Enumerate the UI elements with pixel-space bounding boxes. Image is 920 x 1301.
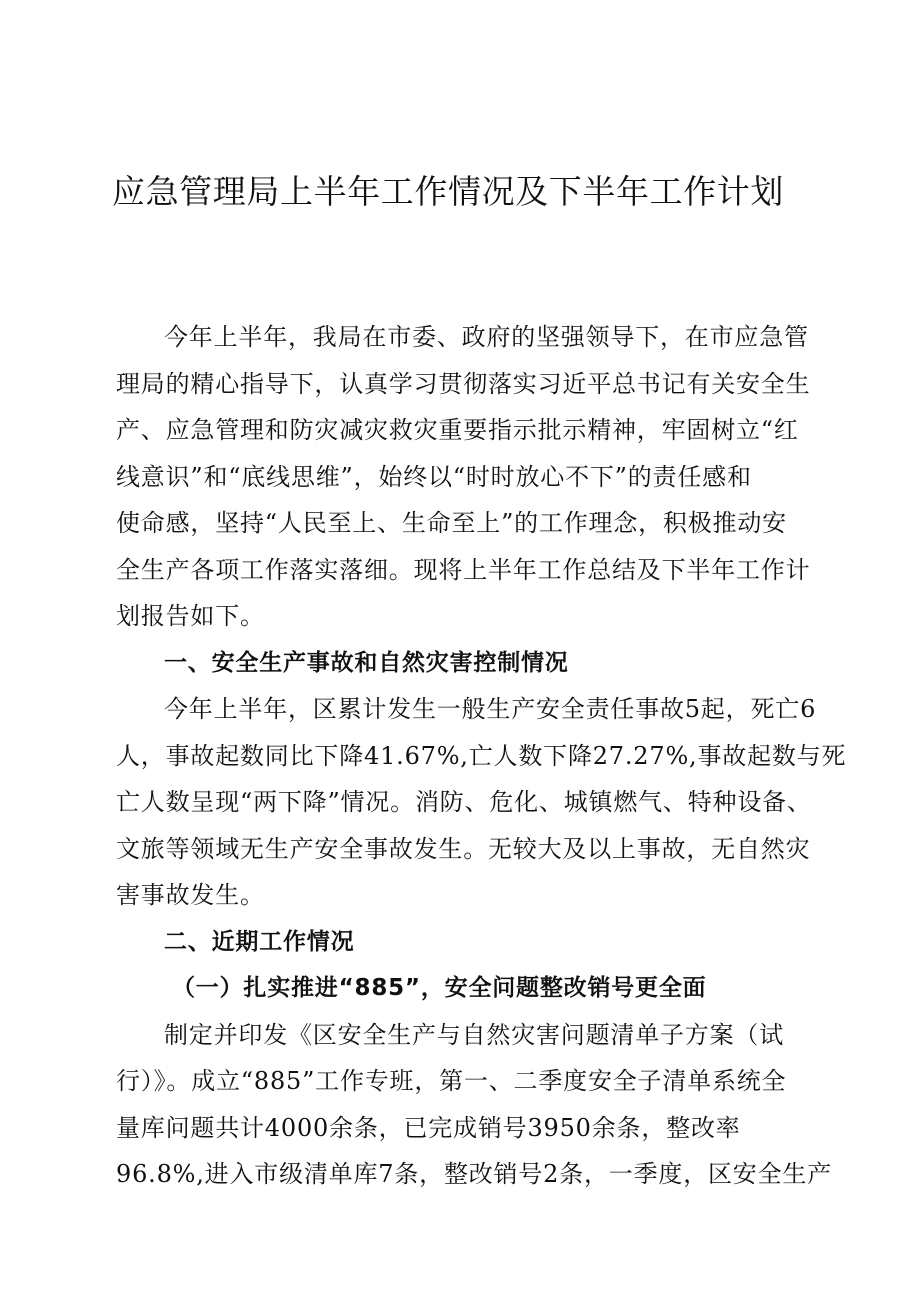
intro-line: 使命感，坚持“人民至上、生命至上”的工作理念，积极推动安 — [116, 509, 787, 537]
subsection-line: 制定并印发《区安全生产与自然灾害问题清单子方案（试 — [164, 1020, 784, 1049]
subsection-heading: （一）扎实推进“885”，安全问题整改销号更全面 — [172, 975, 707, 1001]
intro-line: 产、应急管理和防灾减灾救灾重要指示批示精神，牢固树立“红 — [116, 416, 799, 444]
subsection-line: 量库问题共计4000余条，已完成销号3950余条，整改率 — [116, 1113, 741, 1142]
section-line: 文旅等领域无生产安全事故发生。无较大及以上事故，无自然灾 — [116, 834, 811, 863]
document-body — [116, 314, 847, 1198]
section-heading: 二、近期工作情况 — [164, 928, 355, 955]
section-heading: 一、安全生产事故和自然灾害控制情况 — [164, 649, 569, 676]
subsection-line: 96.8%,进入市级清单库7条，整改销号2条，一季度，区安全生产 — [116, 1160, 833, 1188]
intro-line: 全生产各项工作落实落细。现将上半年工作总结及下半年工作计 — [116, 555, 811, 584]
document-title: 应急管理局上半年工作情况及下半年工作计划 — [112, 172, 784, 211]
intro-line: 今年上半年，我局在市委、政府的坚强领导下，在市应急管 — [164, 323, 809, 351]
section-line: 人，事故起数同比下降41.67%,亡人数下降27.27%,事故起数与死 — [116, 741, 847, 770]
intro-line: 理局的精心指导下，认真学习贯彻落实习近平总书记有关安全生 — [116, 369, 811, 398]
section-line: 亡人数呈现“两下降”情况。消防、危化、城镇燃气、特种设备、 — [116, 788, 812, 816]
intro-line: 划报告如下。 — [116, 602, 265, 630]
subsection-line: 行）》。成立“885”工作专班，第一、二季度安全子清单系统全 — [116, 1067, 787, 1095]
section-line: 今年上半年，区累计发生一般生产安全责任事故5起，死亡6 — [164, 695, 817, 723]
section-line: 害事故发生。 — [116, 881, 265, 909]
intro-line: 线意识”和“底线思维”，始终以“时时放心不下”的责任感和 — [116, 462, 752, 491]
